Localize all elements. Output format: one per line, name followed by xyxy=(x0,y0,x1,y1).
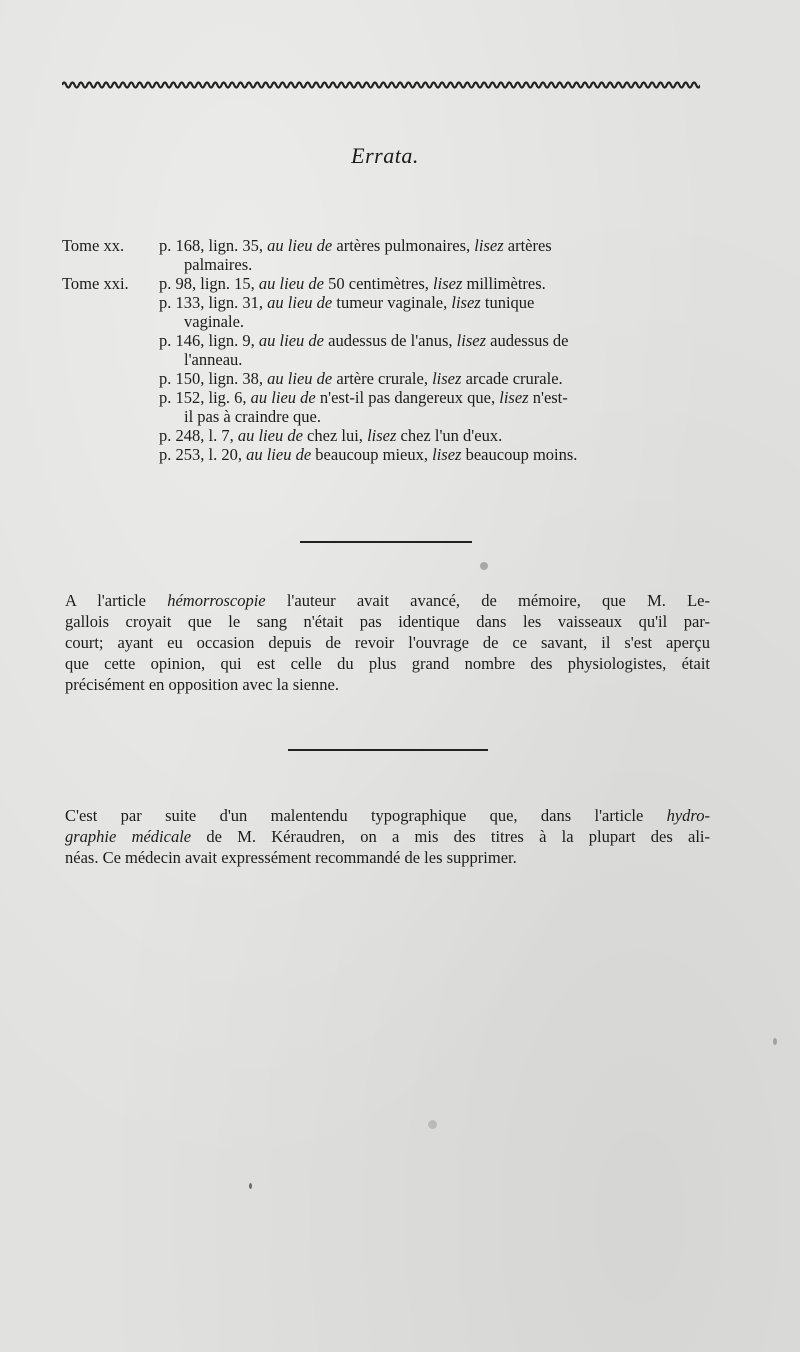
italic-text: lisez xyxy=(432,369,462,388)
text-run: audessus de l'anus, xyxy=(324,331,457,350)
text-run: p. 152, lig. 6, xyxy=(159,388,251,407)
italic-text: au lieu de xyxy=(250,388,316,407)
text-run: artères pulmonaires, xyxy=(332,236,475,255)
errata-entry xyxy=(62,274,712,293)
text-run: l'anneau. xyxy=(184,350,243,369)
page-title: Errata. xyxy=(351,143,419,168)
errata-correction xyxy=(159,236,552,255)
errata-correction xyxy=(159,331,569,350)
italic-text: au lieu de xyxy=(267,293,333,312)
errata-entry-continuation xyxy=(62,407,712,426)
errata-correction xyxy=(159,274,546,293)
text-run: chez lui, xyxy=(302,426,368,445)
text-run: l'auteur avait avancé, de mémoire, que M. Le- xyxy=(265,591,710,610)
errata-entry xyxy=(62,445,712,464)
italic-text: au lieu de xyxy=(246,445,312,464)
italic-text: hydro- xyxy=(666,806,710,825)
text-run: audessus de xyxy=(486,331,569,350)
errata-entry xyxy=(62,331,712,350)
text-run: gallois croyait que le sang n'était pas identique dans les vaisseaux qu'il par- xyxy=(65,612,710,631)
paragraph-line xyxy=(65,674,710,695)
italic-text: au lieu de xyxy=(258,274,324,293)
errata-entry xyxy=(62,388,712,407)
italic-text: lisez xyxy=(451,293,481,312)
text-run: que cette opinion, qui est celle du plus grand nombre des physiologistes, était xyxy=(65,654,710,673)
paragraph-line xyxy=(65,847,710,868)
text-run: vaginale. xyxy=(184,312,245,331)
wavy-rule-ornament xyxy=(62,78,700,92)
text-run: arcade crurale. xyxy=(461,369,563,388)
italic-text: au lieu de xyxy=(267,236,333,255)
separator-rule xyxy=(288,749,488,751)
text-run: beaucoup moins. xyxy=(461,445,578,464)
text-run: p. 133, lign. 31, xyxy=(159,293,268,312)
text-run: artère crurale, xyxy=(332,369,433,388)
paragraph-line xyxy=(65,653,710,674)
paper-spot xyxy=(773,1038,777,1045)
text-run: court; ayant eu occasion depuis de revoir l'ouvrage de ce savant, il s'est aperçu xyxy=(65,633,710,652)
italic-text: lisez xyxy=(456,331,487,350)
text-run: p. 98, lign. 15, xyxy=(159,274,259,293)
text-run: n'est- xyxy=(528,388,568,407)
text-run: A l'article xyxy=(65,591,168,610)
text-run: C'est par suite d'un malentendu typographique que, dans l'article xyxy=(65,806,667,825)
errata-entry xyxy=(62,369,712,388)
text-run: p. 253, l. 20, xyxy=(159,445,247,464)
italic-text: au lieu de xyxy=(258,331,324,350)
text-run: tunique xyxy=(480,293,535,312)
italic-text: lisez xyxy=(433,274,463,293)
paper-spot xyxy=(249,1183,252,1189)
text-run: il pas à craindre que. xyxy=(184,407,321,426)
italic-text: lisez xyxy=(499,388,529,407)
text-run: p. 146, lign. 9, xyxy=(159,331,259,350)
text-run: 50 centimètres, xyxy=(324,274,434,293)
text-run: tumeur vaginale, xyxy=(332,293,452,312)
text-run: de M. Kéraudren, on a mis des titres à la plupart des ali- xyxy=(191,827,711,846)
errata-correction xyxy=(159,426,502,445)
italic-text: hémorroscopie xyxy=(167,591,266,610)
text-run: artères xyxy=(503,236,552,255)
errata-entry-continuation xyxy=(62,312,712,331)
note-hemorroscopie xyxy=(65,590,710,695)
italic-text: lisez xyxy=(432,445,462,464)
text-run: p. 150, lign. 38, xyxy=(159,369,268,388)
text-run: néas. Ce médecin avait expressément recommandé de les supprimer. xyxy=(65,848,517,867)
italic-text: au lieu de xyxy=(237,426,303,445)
errata-correction xyxy=(159,293,534,312)
errata-correction xyxy=(159,388,568,407)
errata-entry xyxy=(62,236,712,255)
paper-spot xyxy=(480,562,488,570)
errata-correction xyxy=(159,369,563,388)
text-run: chez l'un d'eux. xyxy=(396,426,503,445)
errata-entry-continuation xyxy=(62,350,712,369)
errata-entry-continuation xyxy=(62,255,712,274)
paper-spot xyxy=(428,1120,437,1129)
paragraph-line xyxy=(65,590,710,611)
volume-label: Tome xxi. xyxy=(62,274,129,293)
text-run: beaucoup mieux, xyxy=(311,445,433,464)
italic-text: au lieu de xyxy=(267,369,333,388)
errata-entry xyxy=(62,426,712,445)
errata-correction xyxy=(159,445,577,464)
text-run: n'est-il pas dangereux que, xyxy=(315,388,500,407)
volume-label: Tome xx. xyxy=(62,236,125,255)
separator-rule xyxy=(300,541,472,543)
text-run: p. 248, l. 7, xyxy=(159,426,238,445)
italic-text: lisez xyxy=(474,236,504,255)
text-run: précisément en opposition avec la sienne. xyxy=(65,675,339,694)
paragraph-line xyxy=(65,826,710,847)
text-run: millimètres. xyxy=(462,274,546,293)
text-run: p. 168, lign. 35, xyxy=(159,236,268,255)
paragraph-line xyxy=(65,805,710,826)
paragraph-line xyxy=(65,611,710,632)
italic-text: graphie médicale xyxy=(65,827,192,846)
errata-entry xyxy=(62,293,712,312)
errata-list xyxy=(62,236,712,464)
paragraph-line xyxy=(65,632,710,653)
note-hydrographie xyxy=(65,805,710,868)
italic-text: lisez xyxy=(367,426,397,445)
text-run: palmaires. xyxy=(184,255,253,274)
